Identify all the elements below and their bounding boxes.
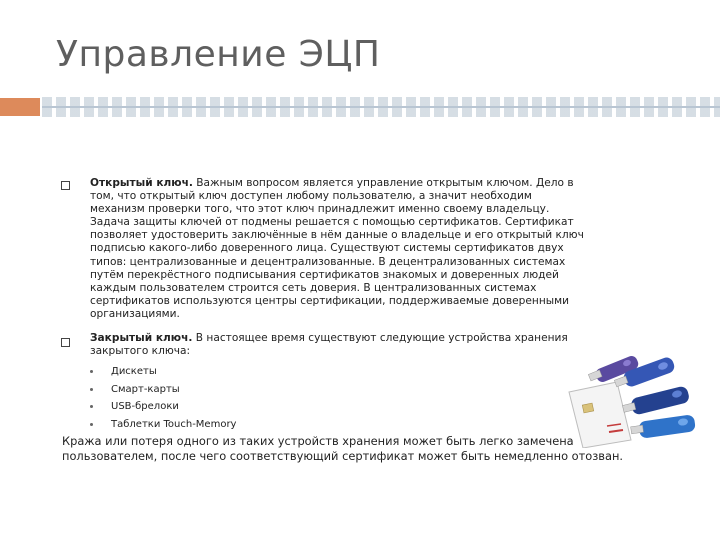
footer-line: пользователем, после чего соответствующий сертификат может быть немедленно отозван.	[62, 448, 624, 463]
list-item: Дискеты	[90, 363, 236, 381]
open-key-line: каждым пользователем строится сеть доверия. В централизованных системах	[90, 281, 537, 294]
closed-key-line: В настоящее время существуют следующие устройства хранения	[192, 332, 568, 344]
open-key-line: организациями.	[90, 307, 180, 320]
footer-line: Кража или потеря одного из таких устройств хранения может быть легко замечена	[62, 434, 574, 448]
open-key-paragraph	[90, 177, 584, 321]
bullet-dot-icon	[90, 370, 93, 373]
open-key-term: Открытый ключ.	[90, 177, 193, 189]
closed-key-line: закрытого ключа:	[90, 345, 191, 358]
header-accent-block	[0, 98, 40, 116]
bullet-dot-icon	[90, 423, 93, 426]
device-list	[90, 363, 236, 433]
open-key-line: сертификатов используются центры сертификации, поддерживаемые доверенными	[90, 294, 569, 307]
bullet-square-icon	[61, 181, 70, 190]
closed-key-paragraph	[90, 332, 568, 358]
slide-title: Управление ЭЦП	[56, 34, 381, 75]
usb-token-icon	[631, 414, 696, 439]
list-item: USB-брелоки	[90, 398, 236, 416]
list-item: Смарт-карты	[90, 381, 236, 399]
usb-token-icon	[622, 385, 690, 416]
bullet-dot-icon	[90, 405, 93, 408]
footer-note	[62, 434, 623, 463]
list-item: Таблетки Touch-Memory	[90, 416, 236, 434]
open-key-line: типов: централизованные и децентрализованные. В децентрализованных системах	[90, 255, 566, 268]
header-rule	[42, 106, 720, 108]
usb-tokens-illustration	[565, 348, 705, 448]
open-key-line: Задача защиты ключей от подмены решается с помощью сертификатов. Сертификат	[90, 216, 574, 229]
open-key-line: позволяет удостоверить заключённые в нём данные о владельце и его открытый ключ	[90, 229, 584, 242]
open-key-line: подписью какого-либо доверенного лица. Существуют системы сертификатов двух	[90, 242, 564, 255]
open-key-line: путём перекрёстного подписывания сертификатов знакомых и доверенных людей	[90, 268, 559, 281]
open-key-line: механизм проверки того, что этот ключ принадлежит именно своему владельцу.	[90, 203, 550, 216]
open-key-line: том, что открытый ключ доступен любому пользователю, а значит необходим	[90, 190, 532, 203]
open-key-line: Важным вопросом является управление открытым ключом. Дело в	[192, 177, 574, 189]
bullet-square-icon	[61, 338, 70, 347]
bullet-dot-icon	[90, 388, 93, 391]
closed-key-term: Закрытый ключ.	[90, 332, 193, 344]
